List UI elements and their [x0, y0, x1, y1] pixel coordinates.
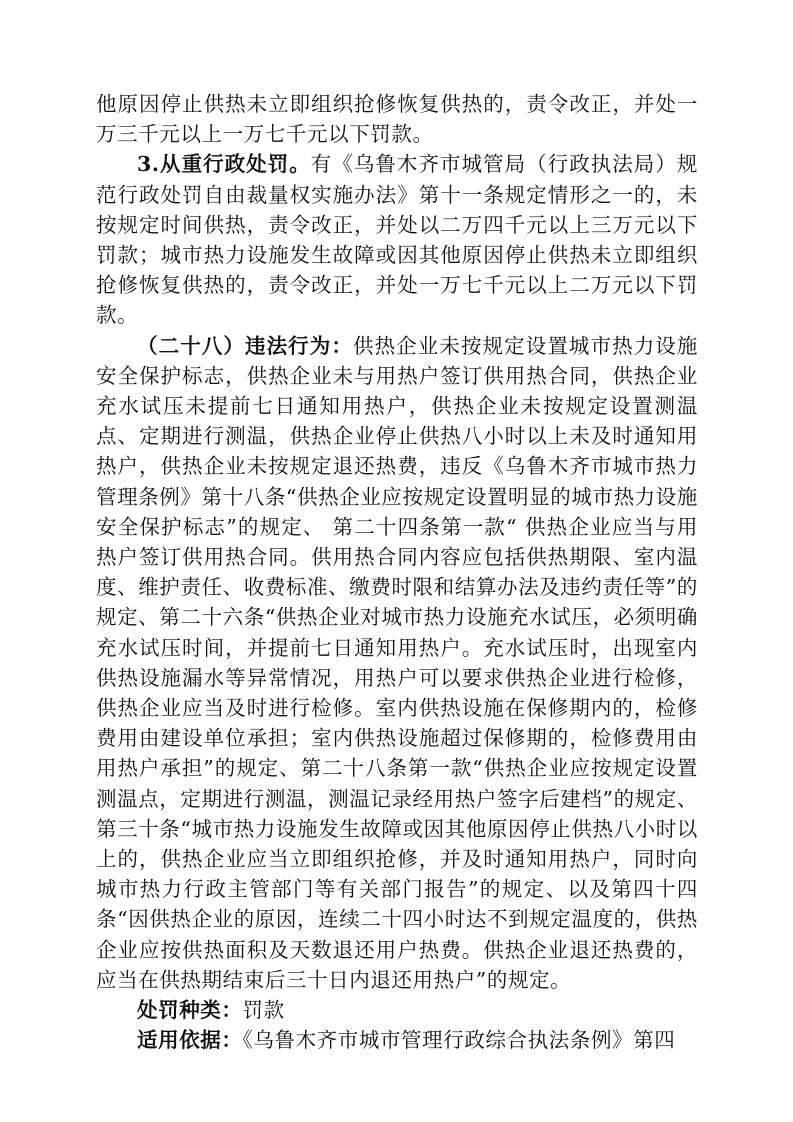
paragraph-heavy-penalty — [96, 149, 698, 330]
section-heading: 3.从重行政处罚。 — [137, 152, 311, 177]
section-heading: （二十八）违法行为： — [137, 333, 353, 358]
paragraph-continuation — [96, 89, 698, 149]
document-page — [96, 89, 698, 1056]
paragraph-text: 供热企业未按规定设置城市热力设施安全保护标志，供热企业未与用热户签订供用热合同，供热企业充水试压未提前七日通知用热户，供热企业未按规定设置测温点、定期进行测温，供热企业停止供热八小时以上未及时通知用热户，供热企业未按规定退还热费，违反《乌鲁木齐市城市热力管理条例》第十八条“供热企业应按规定设置明显的城市热力设施安全保护标志”的规定、 第二十四条第一款“ 供热企业应当与用热户签订供用热合同。供用热合同内容应包括供热期限、室内温度、维护责任、收费标准、缴费时限和结算办法及违约责任等”的规定、第二十六条“供热企业对城市热力设施充水试压，必须明确充水试压时间，并提前七日通知用热户。充水试压时，出现室内供热设施漏水等异常情况，用热户可以要求供热企业进行检修，供热企业应当及时进行检修。室内供热设施在保修期内的，检修费用由建设单位承担；室内供热设施超过保修期的，检修费用由用热户承担”的规定、第二十八条第一款“供热企业应按规定设置测温点，定期进行测温，测温记录经用热户签字后建档”的规定、第三十条“城市热力设施发生故障或因其他原因停止供热八小时以上的，供热企业应当立即组织抢修，并及时通知用热户，同时向城市热力行政主管部门等有关部门报告”的规定、以及第四十四条“因供热企业的原因，连续二十四小时达不到规定温度的，供热企业应按供热面积及天数退还用户热费。供热企业退还热费的，应当在供热期结束后三十日内退还用热户”的规定。 — [96, 333, 699, 992]
paragraph-penalty-type — [96, 995, 698, 1025]
paragraph-text: 有《乌鲁木齐市城管局（行政执法局）规范行政处罚自由裁量权实施办法》第十一条规定情形之一的，未按规定时间供热，责令改正，并处以二万四千元以上三万元以下罚款；城市热力设施发生故障或因其他原因停止供热未立即组织抢修恢复供热的，责令改正，并处一万七千元以上二万元以下罚款。 — [96, 152, 698, 328]
field-value: 罚款 — [242, 998, 285, 1023]
paragraph-violation-28 — [96, 331, 698, 995]
paragraph-text: 他原因停止供热未立即组织抢修恢复供热的，责令改正，并处一万三千元以上一万七千元以下罚款。 — [96, 92, 698, 147]
field-label: 适用依据： — [137, 1028, 243, 1053]
field-label: 处罚种类： — [137, 998, 243, 1023]
paragraph-legal-basis — [96, 1025, 698, 1055]
field-value: 《乌鲁木齐市城市管理行政综合执法条例》第四 — [242, 1028, 676, 1053]
